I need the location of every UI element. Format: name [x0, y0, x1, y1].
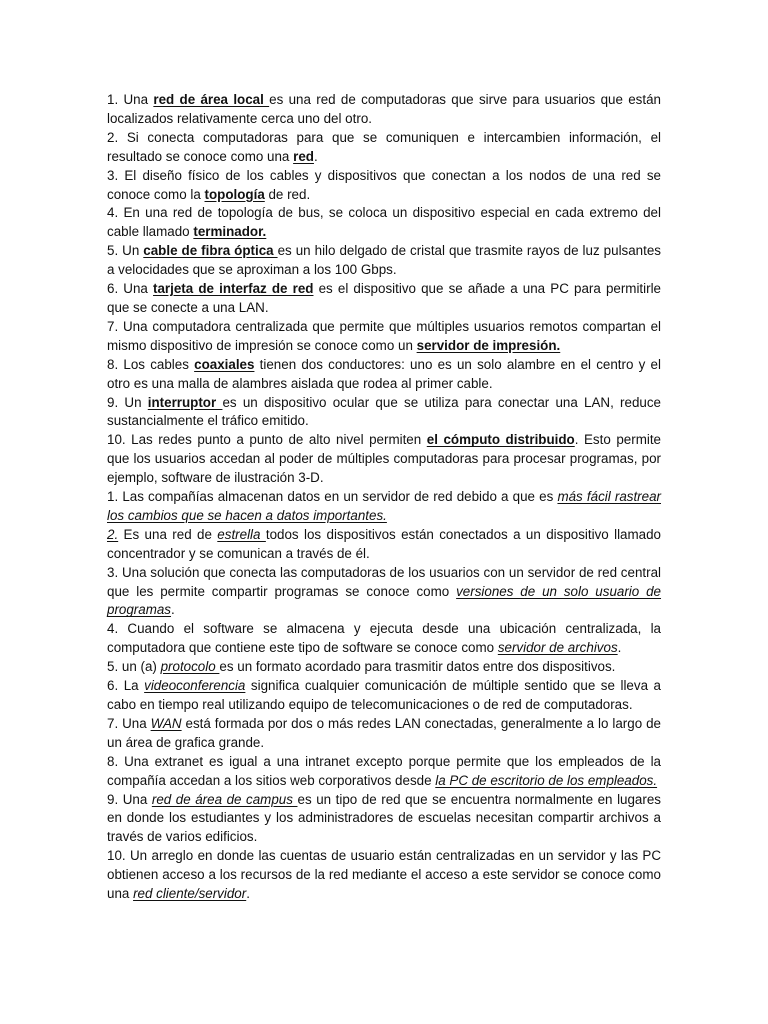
list-item: 4. Cuando el software se almacena y ejecuta desde una ubicación centralizada, la computadora que contiene este tipo de software se conoce como servidor de archivos. — [107, 621, 661, 656]
answer-term: red cliente/servidor — [133, 886, 247, 902]
list-item: 7. Una computadora centralizada que permite que múltiples usuarios remotos compartan el mismo dispositivo de impresión se conoce como un servidor de impresión. — [107, 318, 661, 353]
list-item: 7. Una WAN está formada por dos o más redes LAN conectadas, generalmente a lo largo de un área de grafica grande. — [107, 715, 661, 750]
list-item: 9. Una red de área de campus es un tipo de red que se encuentra normalmente en lugares en donde los estudiantes y los administradores de escuelas necesitan compartir archivos a través de varios edificios. — [107, 791, 661, 845]
list-item: 5. Un cable de fibra óptica es un hilo delgado de cristal que trasmite rayos de luz pulsantes a velocidades que se aproximan a los 100 Gbps. — [107, 243, 661, 278]
list-item: 2. Es una red de estrella todos los dispositivos están conectados a un dispositivo llamado concentrador y se comunican a través de él. — [107, 526, 662, 561]
answer-term: red de área local — [153, 92, 270, 107]
answer-term: servidor de archivos — [497, 640, 618, 656]
list-item: 6. Una tarjeta de interfaz de red es el dispositivo que se añade a una PC para permitirle que se conecte a una LAN. — [107, 281, 661, 315]
answer-term: protocolo — [160, 659, 220, 675]
document-body — [107, 91, 661, 904]
answer-term: videoconferencia — [144, 678, 246, 694]
list-item: 6. La videoconferencia significa cualquier comunicación de múltiple sentido que se lleva a cabo en tiempo real utilizando equipo de telecomunicaciones o de red de computadoras. — [107, 678, 661, 712]
answer-term: más fácil rastrear los cambios que se hacen a datos importantes. — [107, 489, 661, 523]
answer-term: red — [293, 148, 314, 164]
answer-term: estrella — [217, 526, 266, 542]
answer-term: topología — [204, 186, 265, 202]
answer-term: interruptor — [147, 394, 223, 410]
answer-term: cable de fibra óptica — [143, 243, 278, 259]
list-item: 9. Un interruptor es un dispositivo ocular que se utiliza para conectar una LAN, reduce sustancialmente el tráfico emitido. — [107, 394, 661, 429]
list-item: 1. Las compañías almacenan datos en un servidor de red debido a que es más fácil rastrear los cambios que se hacen a datos importantes. — [107, 489, 661, 523]
list-item: 3. Una solución que conecta las computadoras de los usuarios con un servidor de red central que les permite compartir programas se conoce como versiones de un solo usuario de programas. — [107, 564, 662, 618]
answer-term: el cómputo distribuido — [426, 432, 575, 448]
list-item: 5. un (a) protocolo es un formato acordado para trasmitir datos entre dos dispositivos. — [107, 659, 616, 675]
answer-term: tarjeta de interfaz de red — [153, 281, 314, 297]
list-item: 10. Las redes punto a punto de alto nivel permiten el cómputo distribuido. Esto permite que los usuarios accedan al poder de múltiples computadoras para procesar programas, por ejemplo, software de ilustración 3-D. — [107, 432, 661, 486]
answer-term: servidor de impresión. — [416, 337, 561, 353]
list-item: 10. Un arreglo en donde las cuentas de usuario están centralizadas en un servidor y las PC obtienen acceso a los recursos de la red mediante el acceso a este servidor se conoce como una red cliente/servidor. — [107, 848, 661, 902]
list-item: 8. Los cables coaxiales tienen dos conductores: uno es un solo alambre en el centro y el otro es una malla de alambres aislada que rodea al primer cable. — [107, 356, 661, 391]
item-number: 2. — [107, 526, 119, 542]
list-item: 1. Una red de área local es una red de computadoras que sirve para usuarios que están localizados relativamente cerca uno del otro. — [107, 92, 661, 126]
answer-term: la PC de escritorio de los empleados. — [435, 772, 658, 788]
answer-term: versiones de un solo usuario de programas — [107, 583, 662, 618]
answer-term: red de área de campus — [151, 791, 298, 807]
answer-term: WAN — [150, 715, 182, 731]
list-item: 2. Si conecta computadoras para que se comuniquen e intercambien información, el resultado se conoce como una red. — [107, 129, 661, 164]
answer-term: coaxiales — [194, 356, 255, 372]
list-item: 3. El diseño físico de los cables y dispositivos que conectan a los nodos de una red se conoce como la topología de red. — [107, 167, 661, 202]
list-item: 4. En una red de topología de bus, se coloca un dispositivo especial en cada extremo del cable llamado terminador. — [107, 205, 661, 240]
answer-term: terminador. — [193, 224, 267, 240]
list-item: 8. Una extranet es igual a una intranet excepto porque permite que los empleados de la compañía accedan a los sitios web corporativos desde la PC de escritorio de los empleados. — [107, 753, 661, 788]
